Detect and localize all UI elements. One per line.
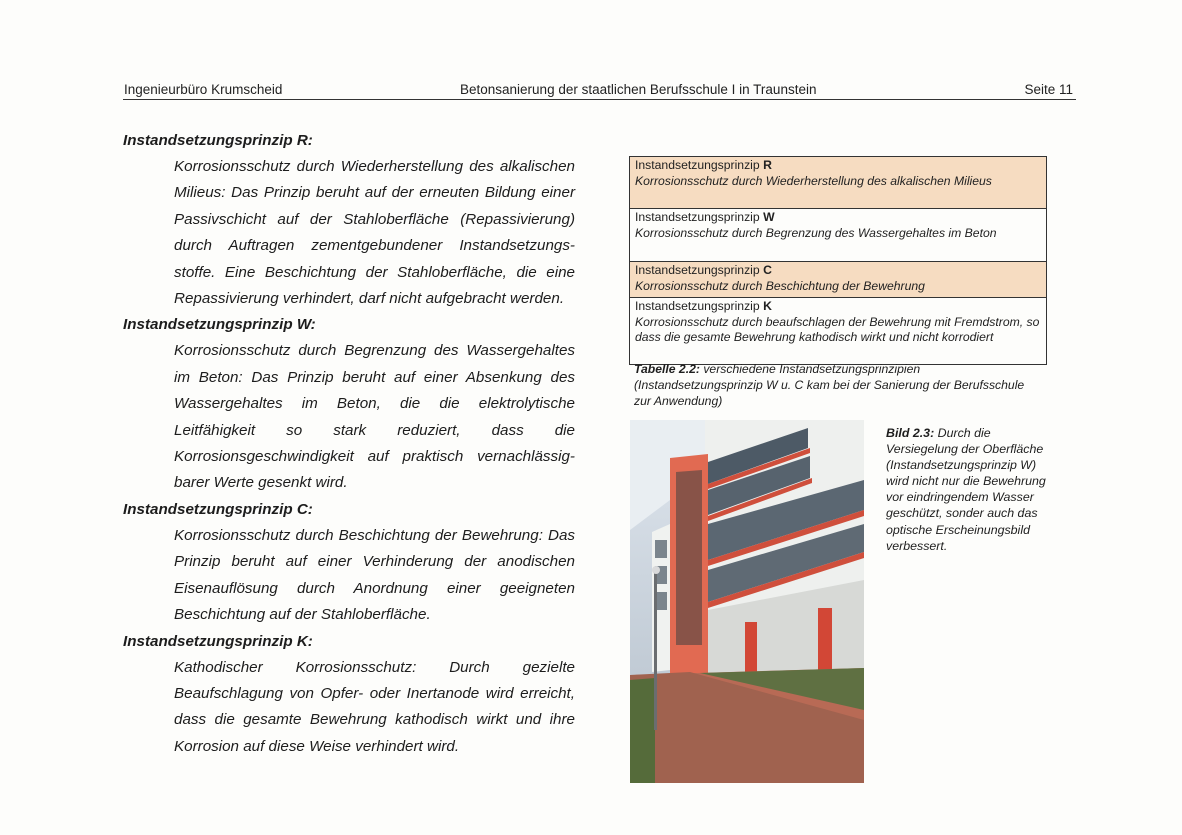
section-k [123, 629, 575, 761]
paragraph-line: dass die gesamte Bewehrung kathodisch wirkt und ihre [174, 711, 575, 729]
paragraph-line: Korrosionsschutz durch Wiederherstellung des alkalischen [174, 158, 575, 175]
row-letter: K [763, 299, 772, 313]
table-row-c [630, 262, 1046, 298]
table-row-k [630, 298, 1046, 364]
table-caption-text: verschiedene Instandsetzungsprinzipien (Instandsetzungsprinzip W u. C kam bei der Sanierung der Berufsschule zur Anwendung) [634, 362, 1025, 408]
paragraph-line: Leitfähigkeit so stark reduziert, dass die [174, 421, 575, 439]
paragraph-line: Repassivierung verhindert, darf nicht aufgebracht werden. [174, 290, 565, 308]
paragraph-line: stoffe. Eine Beschichtung der Stahloberfläche, die eine [174, 263, 575, 281]
row-title: Instandsetzungsprinzip [635, 210, 760, 224]
header-document-title: Betonsanierung der staatlichen Berufsschule I in Traunstein [460, 82, 817, 97]
paragraph-line: im Beton: Das Prinzip beruht auf einer Absenkung des [174, 368, 575, 386]
paragraph-line: Eisenauflösung durch Anordnung einer geeigneten [174, 579, 575, 597]
paragraph-line: Beaufschlagung von Opfer- oder Inertanode wird erreicht, [174, 684, 575, 702]
section-paragraph [174, 523, 575, 629]
header-company: Ingenieurbüro Krumscheid [124, 82, 283, 97]
paragraph-line: Korrosionsschutz durch Begrenzung des Wassergehaltes [174, 342, 575, 360]
paragraph-line: Milieus: Das Prinzip beruht auf der erneuten Bildung einer [174, 184, 575, 202]
section-r [123, 128, 575, 312]
paragraph-line: Korrosionsschutz durch Beschichtung der Bewehrung: Das [174, 526, 575, 544]
paragraph-line: Kathodischer Korrosionsschutz: Durch gezielte [174, 658, 575, 676]
paragraph-line: Beschichtung auf der Stahloberfläche. [174, 606, 431, 624]
row-letter: C [763, 263, 772, 277]
building-photo-illustration [630, 420, 864, 783]
table-row-r [630, 157, 1046, 209]
section-heading: Instandsetzungsprinzip K: [123, 632, 313, 650]
section-paragraph [174, 338, 575, 496]
building-photo [630, 420, 864, 783]
paragraph-line: Prinzip beruht auf einer Verhinderung der anodischen [174, 553, 575, 571]
paragraph-line: durch Auftragen zementgebundener Instandsetzungs- [174, 237, 575, 255]
figure-caption [886, 425, 1046, 554]
paragraph-line: Korrosion auf diese Weise verhindert wird. [174, 737, 460, 755]
table-caption [634, 361, 1034, 409]
figure-caption-label: Bild 2.3: [886, 426, 935, 440]
section-w [123, 312, 575, 496]
row-title: Instandsetzungsprinzip [635, 263, 760, 277]
row-description: Korrosionsschutz durch Begrenzung des Wassergehaltes im Beton [635, 225, 997, 240]
figure-caption-text: Durch die Versiegelung der Oberfläche (Instandsetzungsprinzip W) wird nicht nur die Bewehrung vor eindringendem Wasser geschützt, sonder auch das optische Erscheinungsbild verbessert. [886, 426, 1046, 553]
paragraph-line: barer Werte gesenkt wird. [174, 474, 348, 492]
section-heading: Instandsetzungsprinzip R: [123, 132, 313, 149]
table-caption-label: Tabelle 2.2: [634, 362, 700, 376]
section-heading: Instandsetzungsprinzip C: [123, 500, 313, 518]
section-c [123, 497, 575, 629]
paragraph-line: Wassergehaltes im Beton, die die elektrolytische [174, 395, 575, 413]
paragraph-line: Passivschicht auf der Stahloberfläche (Repassivierung) [174, 210, 575, 228]
section-paragraph [174, 154, 575, 312]
principles-table [629, 156, 1047, 365]
row-letter: R [763, 158, 772, 172]
row-title: Instandsetzungsprinzip [635, 158, 760, 172]
section-paragraph [174, 655, 575, 761]
row-description: Korrosionsschutz durch beaufschlagen der Bewehrung mit Fremdstrom, so dass die gesamte Bewehrung kathodisch wirkt und nicht korrodiert [635, 314, 1040, 345]
table-row-w [630, 209, 1046, 262]
row-title: Instandsetzungsprinzip [635, 299, 760, 313]
row-description: Korrosionsschutz durch Wiederherstellung des alkalischen Milieus [635, 173, 992, 188]
section-heading: Instandsetzungsprinzip W: [123, 316, 316, 334]
row-letter: W [763, 210, 775, 224]
row-description: Korrosionsschutz durch Beschichtung der Bewehrung [635, 278, 925, 293]
header-page-number: Seite 11 [1024, 82, 1073, 97]
principles-text [123, 128, 575, 760]
paragraph-line: Korrosionsgeschwindigkeit auf praktisch vernachlässig- [174, 448, 575, 466]
page-header [123, 81, 1076, 100]
